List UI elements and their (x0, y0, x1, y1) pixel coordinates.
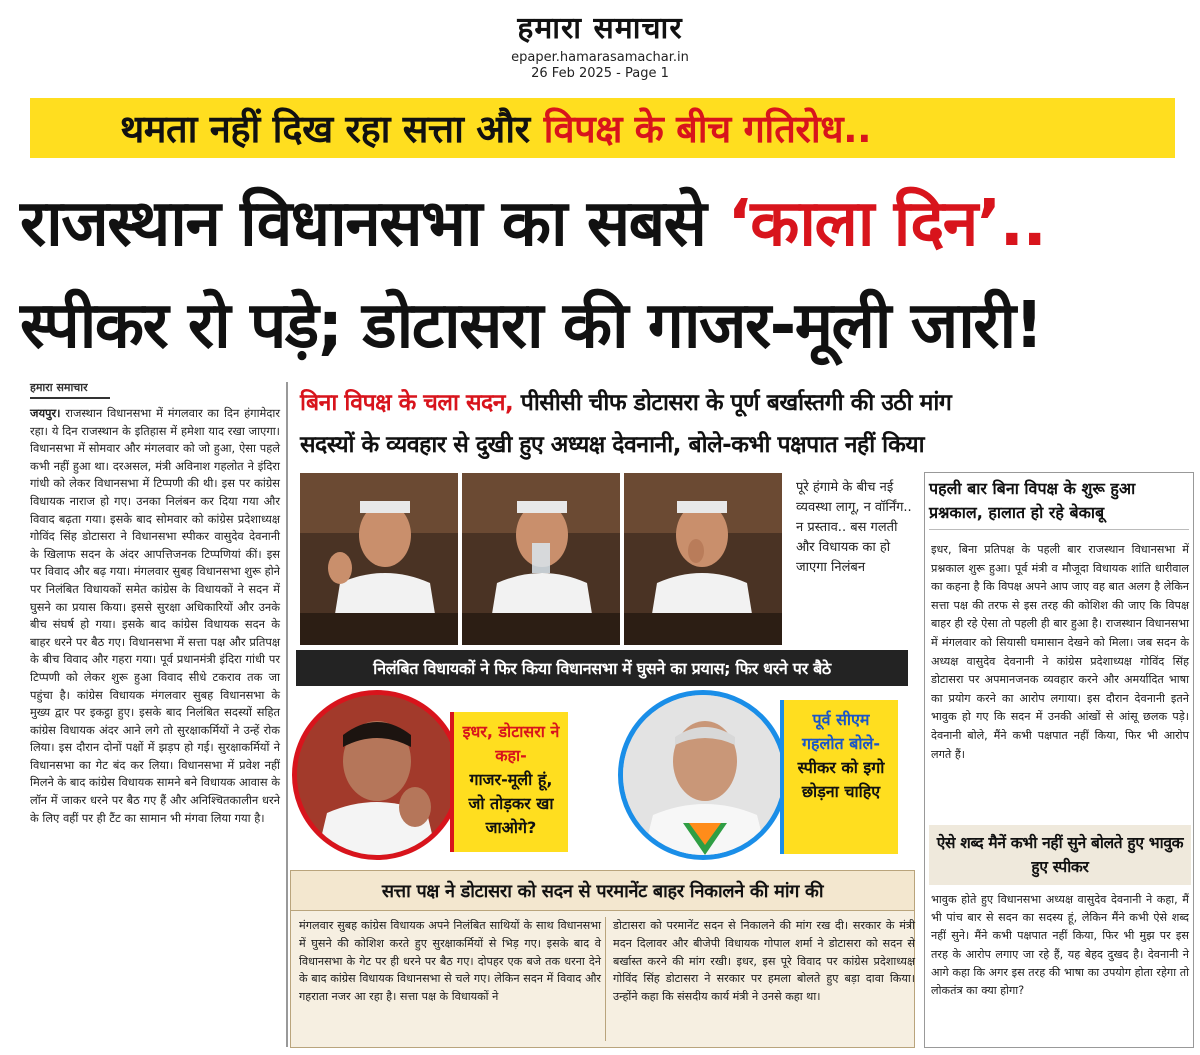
subhead-red-text: बिना विपक्ष के चला सदन, (300, 390, 514, 416)
left-story-text: राजस्थान विधानसभा में मंगलवार का दिन हंगामेदार रहा। ये दिन राजस्थान के इतिहास में हमेशा याद रखा जाएगा। विधानसभा में सोमवार और मंगलवार को जो हुआ, ऐसा पहले कभी नहीं हुआ था। दरअसल, मंत्री अविनाश गहलोत ने इंदिरा गांधी को लेकर विधानसभा में टिप्पणी की थी। इस पर कांग्रेस विधायक नाराज हो गए। उनका निलंबन कर दिया गया और विवाद बढ़ता गया। इसके बाद सोमवार को कांग्रेस प्रदेशाध्यक्ष गोविंद सिंह डोटासरा ने विधानसभा स्पीकर वासुदेव देवनानी के खिलाफ सदन के अंदर आपत्तिजनक टिप्पणियां कीं। इस पर विवाद और बढ़ गया। मंगलवार सुबह विधानसभा शुरू होने पर निलंबित विधायकों समेत कांग्रेस के विधायकों ने सदन में घुसने का प्रयास किया। इससे सुरक्षा अधिकारियों और उनके बीच संघर्ष हो गया। इसके बाद कांग्रेस विधायक सदन के बाहर धरने पर बैठ गए। विधानसभा में सत्ता पक्ष और प्रतिपक्ष के बीच विवाद और गहरा गया। पूर्व प्रधानमंत्री इंदिरा गांधी पर टिप्पणी को लेकर शुरू हुआ विवाद सीधे टकराव तक जा पहुंचा है। कांग्रेस विधायक मंगलवार सुबह विधानसभा के मुख्य द्वार पर इकट्ठा हुए। इसके बाद निलंबित सदस्यों सहित कांग्रेस विधायक अंदर आने लगे तो सुरक्षाकर्मियों ने उन्हें रोक लिया। इस दौरान दोनों पक्षों में झड़प हो गई। सुरक्षाकर्मियों ने विधानसभा का गेट बंद कर लिया। विधानसभा में प्रवेश नहीं मिलने के बाद कांग्रेस विधायक सामने बने विधायक आवास के लॉन में जाकर धरने पर बैठ गए हैं और अनिश्चितकालीन धरने के लिए वहीं पर ही टैंट का सामान भी मंगवा लिया गया है। (30, 406, 281, 825)
quote-section (290, 690, 916, 870)
right-story-headline: पहली बार बिना विपक्ष के शुरू हुआ प्रश्नकाल, हालात हो रहे बेकाबू (929, 477, 1189, 530)
bottom-column-divider (605, 917, 606, 1041)
newspaper-brand: हमारा समाचार (517, 11, 683, 46)
main-headline-line1 (20, 170, 1190, 270)
kicker-text-black: थमता नहीं दिख रहा सत्ता और (120, 107, 530, 151)
photo-bar-caption: निलंबित विधायकों ने फिर किया विधानसभा में घुसने का प्रयास; फिर धरने पर बैठे (296, 650, 908, 686)
speaker-photo-3 (624, 473, 782, 645)
kicker-text-red: विपक्ष के बीच गतिरोध.. (543, 107, 872, 151)
left-story-body (30, 405, 280, 827)
gehlot-portrait (618, 690, 788, 860)
bottom-story-headline: सत्ता पक्ष ने डोटासरा को सदन से परमानेंट बाहर निकालने की मांग की (291, 871, 914, 911)
dotasra-quote-box (450, 712, 568, 852)
byline-tag: हमारा समाचार (30, 380, 110, 399)
bottom-story-box (290, 870, 915, 1048)
subhead-line2: सदस्यों के व्यवहार से दुखी हुए अध्यक्ष देवनानी, बोले-कभी पक्षपात नहीं किया (300, 432, 925, 458)
gehlot-quote-intro: पूर्व सीएम गहलोत बोले- (802, 710, 880, 753)
right-story-body-2: भावुक होते हुए विधानसभा अध्यक्ष वासुदेव देवनानी ने कहा, मैं भी पांच बार से सदन का सदस्य हूं, लेकिन मैंने कभी ऐसे शब्द नहीं सुने। मैंने कभी पक्षपात नहीं किया, फिर भी मुझ पर इस तरह के आरोप लगाए जा रहे हैं, यह बेहद दुखद है। देवनानी ने आगे कहा कि अगर इस तरह की भाषा का उपयोग होता रहेगा तो लोकतंत्र का क्या होगा? (931, 893, 1189, 998)
gehlot-quote-text: स्पीकर को इगो छोड़ना चाहिए (797, 758, 885, 801)
main-headline-line2: स्पीकर रो पड़े; डोटासरा की गाजर-मूली जारी! (20, 288, 1043, 363)
dotasra-portrait (292, 690, 462, 860)
column-divider (286, 382, 288, 1047)
subhead-line1 (300, 385, 1195, 417)
right-story-subhead: ऐसे शब्द मैनें कभी नहीं सुने बोलते हुए भावुक हुए स्पीकर (929, 825, 1191, 885)
masthead (0, 0, 1200, 84)
photo-side-caption: पूरे हंगामे के बीच नई व्यवस्था लागू, न वॉर्निंग.. न प्रस्ताव.. बस गलती और विधायक का हो जाएगा निलंबन (796, 480, 912, 575)
dotasra-quote-text: गाजर-मूली हूं, जो तोड़कर खा जाओगे? (468, 770, 554, 837)
epaper-url[interactable]: epaper.hamarasamachar.in (511, 50, 689, 65)
headline-red-text: ‘काला दिन’.. (727, 186, 1046, 261)
story-dateline: जयपुर। (30, 406, 61, 420)
headline-black-text: राजस्थान विधानसभा का सबसे (20, 186, 706, 261)
subhead-black-text: पीसीसी चीफ डोटासरा के पूर्ण बर्खास्तगी की उठी मांग (520, 390, 952, 416)
kicker-strip (30, 98, 1175, 158)
bottom-story-column-1: मंगलवार सुबह कांग्रेस विधायक अपने निलंबित साथियों के साथ विधानसभा में घुसने की कोशिश करते हुए सुरक्षाकर्मियों से भिड़ गए। इसके बाद वे विधानसभा के गेट पर ही धरने पर बैठ गए। दोपहर एक बजे तक धरना देने के बाद कांग्रेस विधायक विधानसभा से चले गए। लेकिन सदन में विवाद और गहराता नजर आ रहा है। सत्ता पक्ष के विधायकों ने (299, 919, 601, 1004)
right-story-panel (924, 472, 1194, 1048)
bottom-story-column-2: डोटासरा को परमानेंट सदन से निकालने की मांग रख दी। सरकार के मंत्री मदन दिलावर और बीजेपी विधायक गोपाल शर्मा ने डोटासरा को सदन से बर्खास्त करने की मांग रखी। इधर, इस पूरे विवाद पर कांग्रेस प्रदेशाध्यक्ष गोविंद सिंह डोटासरा ने सरकार पर हमला बोलते हुए बड़ा दावा किया। उन्होंने कहा कि संसदीय कार्य मंत्री ने उनसे कहा था। (613, 919, 915, 1004)
left-story-column (30, 380, 280, 1048)
speaker-photo-2 (462, 473, 620, 645)
speaker-photo-1 (300, 473, 458, 645)
right-story-body: इधर, बिना प्रतिपक्ष के पहली बार राजस्थान विधानसभा में प्रश्नकाल शुरू हुआ। पूर्व मंत्री व मौजूदा विधायक शांति धारीवाल का कहना है कि विपक्ष अपने आप जाए वह बात अलग है लेकिन सत्ता पक्ष की तरफ से इस तरह की कोशिश की जाए कि विपक्ष बाहर ही रहे ऐसा तो पहली ही बार हुआ है। राजस्थान विधानसभा में मंगलवार को सियासी घमासान देखने को मिला। जब सदन के अध्यक्ष वासुदेव देवनानी ने कांग्रेस प्रदेशाध्यक्ष गोविंद सिंह डोटासरा पर अपमानजनक व्यवहार करने और अमर्यादित भाषा का प्रयोग करने का आरोप लगाया। इस दौरान देवनानी इतने भावुक हो गए कि सदन में उनकी आंखों से आंसू छलक पड़े। देवनानी बोले, मैंने कभी पक्षपात नहीं किया, फिर भी आरोप लगते हैं। (931, 543, 1189, 761)
gehlot-quote-box (780, 700, 898, 854)
edition-date: 26 Feb 2025 - Page 1 (531, 66, 669, 81)
dotasra-quote-intro: इधर, डोटासरा ने कहा- (462, 722, 560, 765)
